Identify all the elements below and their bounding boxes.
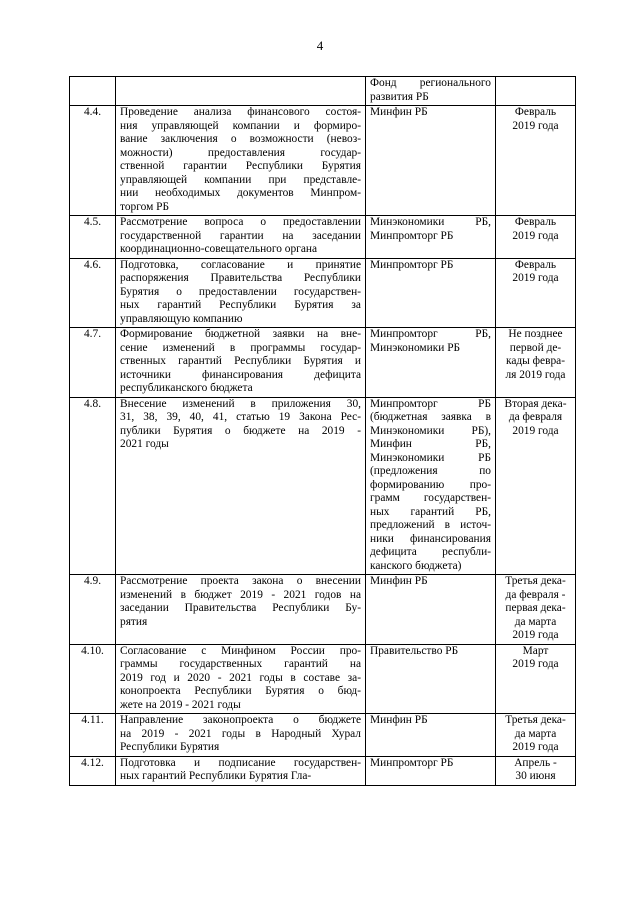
- task-description-cell: [116, 77, 366, 106]
- cell-line: Не позднее: [508, 328, 563, 340]
- cell-line: граммы государственных гарантий на: [120, 658, 361, 670]
- cell-line: государственной гарантии на заседании: [120, 229, 361, 242]
- deadline-cell: [496, 575, 576, 645]
- item-number-cell: 4.11.: [70, 714, 116, 757]
- responsible-cell: [366, 575, 496, 645]
- responsible-cell: [366, 644, 496, 714]
- deadline-cell: [496, 216, 576, 259]
- cell-line: ных гарантий РБ,: [370, 505, 491, 518]
- cell-line: Республики Бурятия: [120, 741, 220, 753]
- cell-line: Подготовка, согласование и принятие: [120, 258, 361, 271]
- task-description-cell: [116, 106, 366, 216]
- plan-table: [69, 76, 576, 786]
- task-description-cell: [116, 216, 366, 259]
- responsible-cell: [366, 397, 496, 575]
- cell-line: ния управляющей компании и формиро-: [120, 119, 361, 132]
- item-number-cell: 4.10.: [70, 644, 116, 714]
- cell-line: Рассмотрение вопроса о предоставлении: [120, 216, 361, 228]
- cell-line: 30 июня: [515, 770, 556, 782]
- responsible-cell: [366, 106, 496, 216]
- table-row: [70, 575, 576, 645]
- cell-line: Минэкономики РБ: [370, 451, 491, 464]
- cell-line: 2021 годы: [120, 438, 169, 450]
- cell-line: Рассмотрение проекта закона о внесении: [120, 575, 361, 587]
- task-description-cell: [116, 397, 366, 575]
- table-row: [70, 216, 576, 259]
- cell-line: Фонд регионального: [370, 77, 491, 89]
- cell-line: 2019 года: [512, 629, 559, 641]
- responsible-cell: [366, 756, 496, 785]
- item-number-cell: 4.9.: [70, 575, 116, 645]
- item-number-cell: [70, 77, 116, 106]
- cell-line: 2019 года: [512, 424, 559, 437]
- cell-line: координационно-совещательного органа: [120, 243, 318, 255]
- cell-line: ственных гарантий Республики Бурятия и: [120, 355, 361, 367]
- cell-line: Вторая дека-: [504, 397, 567, 410]
- cell-line: рятия: [120, 615, 148, 628]
- deadline-cell: [496, 756, 576, 785]
- cell-line: публики Бурятия о бюджете на 2019 -: [120, 424, 361, 437]
- table-row: [70, 77, 576, 106]
- cell-line: Март: [522, 644, 549, 657]
- table-row: [70, 258, 576, 328]
- cell-line: Февраль: [514, 216, 557, 228]
- cell-line: источники финансирования дефицита: [120, 368, 361, 381]
- cell-line: Третья дека-: [505, 575, 566, 587]
- cell-line: Минфин РБ: [370, 575, 428, 587]
- cell-line: 2019 года: [512, 119, 559, 132]
- cell-line: на 2019 - 2021 годы в Народный Хурал: [120, 727, 361, 740]
- item-number-cell: 4.6.: [70, 258, 116, 328]
- cell-line: Подготовка и подписание государствен-: [120, 756, 361, 769]
- item-number-cell: 4.12.: [70, 756, 116, 785]
- cell-line: распоряжения Правительства Республики: [120, 272, 361, 284]
- cell-line: Бурятия о предоставлении государствен-: [120, 285, 361, 298]
- cell-line: ных гарантий Республики Бурятия за: [120, 299, 361, 311]
- responsible-cell: [366, 258, 496, 328]
- cell-line: 2019 года: [512, 272, 559, 284]
- cell-line: (бюджетная заявка в: [370, 411, 491, 423]
- cell-line: сение изменений в программы государ-: [120, 341, 361, 354]
- cell-line: предложений в источ-: [370, 519, 491, 531]
- deadline-cell: [496, 106, 576, 216]
- cell-line: первая дека-: [505, 602, 566, 614]
- cell-line: дефицита республи-: [370, 546, 491, 558]
- task-description-cell: [116, 644, 366, 714]
- cell-line: ля 2019 года: [505, 368, 566, 381]
- deadline-cell: [496, 397, 576, 575]
- cell-line: Минпромторг РБ: [370, 397, 491, 410]
- cell-line: Минфин РБ: [370, 714, 428, 726]
- cell-line: (предложения по: [370, 465, 491, 477]
- cell-line: изменений в бюджет 2019 - 2021 годов на: [120, 588, 361, 601]
- cell-line: первой де-: [509, 341, 562, 354]
- cell-line: да марта: [514, 727, 557, 740]
- table-row: [70, 397, 576, 575]
- cell-line: да марта: [514, 615, 557, 628]
- table-row: [70, 644, 576, 714]
- item-number-cell: 4.5.: [70, 216, 116, 259]
- cell-line: Минпромторг РБ: [370, 756, 454, 769]
- table-row: [70, 328, 576, 398]
- cell-line: Минпромторг РБ: [370, 258, 454, 271]
- deadline-cell: [496, 258, 576, 328]
- cell-line: Февраль: [514, 106, 557, 118]
- cell-line: управляющей компании при представле-: [120, 173, 361, 186]
- cell-line: Минфин РБ: [370, 106, 428, 118]
- deadline-cell: [496, 714, 576, 757]
- cell-line: ственной гарантии Республики Бурятия: [120, 160, 361, 172]
- page-number: 4: [316, 38, 324, 53]
- plan-table-body: [70, 77, 576, 786]
- table-row: [70, 106, 576, 216]
- cell-line: Направление законопроекта о бюджете: [120, 714, 361, 726]
- task-description-cell: [116, 756, 366, 785]
- cell-line: канского бюджета): [370, 559, 462, 572]
- cell-line: жете на 2019 - 2021 годы: [120, 698, 241, 711]
- cell-line: формированию про-: [370, 478, 491, 491]
- responsible-cell: [366, 216, 496, 259]
- cell-line: конопроекта Республики Бурятия о бюд-: [120, 685, 361, 697]
- cell-line: да февраля -: [505, 588, 566, 601]
- cell-line: 2019 года: [512, 741, 559, 753]
- task-description-cell: [116, 714, 366, 757]
- task-description-cell: [116, 575, 366, 645]
- cell-line: 31, 38, 39, 40, 41, статью 19 Закона Рес-: [120, 411, 361, 423]
- table-row: [70, 756, 576, 785]
- cell-line: ных гарантий Республики Бурятия Гла-: [120, 770, 312, 782]
- cell-line: Третья дека-: [505, 714, 566, 726]
- cell-line: грамм государствен-: [370, 492, 491, 504]
- cell-line: развития РБ: [370, 90, 429, 103]
- cell-line: нии необходимых документов Минпром-: [120, 187, 361, 199]
- cell-line: Апрель -: [514, 756, 557, 769]
- cell-line: кады февра-: [505, 355, 566, 367]
- cell-line: республиканского бюджета: [120, 382, 253, 394]
- responsible-cell: [366, 77, 496, 106]
- task-description-cell: [116, 258, 366, 328]
- table-row: [70, 714, 576, 757]
- cell-line: Минэкономики РБ),: [370, 424, 491, 437]
- cell-line: заседании Правительства Республики Бу-: [120, 602, 361, 614]
- cell-line: Минпромторг РБ,: [370, 328, 491, 340]
- cell-line: 2019 год и 2020 - 2021 годы в составе за-: [120, 671, 361, 684]
- cell-line: Минэкономики РБ,: [370, 216, 491, 228]
- cell-line: Правительство РБ: [370, 644, 459, 657]
- cell-line: Согласование с Минфином России про-: [120, 644, 361, 657]
- cell-line: 2019 года: [512, 658, 559, 670]
- responsible-cell: [366, 714, 496, 757]
- item-number-cell: 4.7.: [70, 328, 116, 398]
- cell-line: Формирование бюджетной заявки на вне-: [120, 328, 361, 340]
- cell-line: Минпромторг РБ: [370, 229, 454, 242]
- cell-line: Февраль: [514, 258, 557, 271]
- cell-line: да февраля: [508, 411, 563, 423]
- deadline-cell: [496, 328, 576, 398]
- cell-line: управляющую компанию: [120, 312, 243, 325]
- cell-line: Минэкономики РБ: [370, 341, 461, 354]
- deadline-cell: [496, 77, 576, 106]
- deadline-cell: [496, 644, 576, 714]
- cell-line: Минфин РБ,: [370, 438, 491, 450]
- cell-line: ники финансирования: [370, 532, 491, 545]
- cell-line: 2019 года: [512, 229, 559, 242]
- item-number-cell: 4.4.: [70, 106, 116, 216]
- item-number-cell: 4.8.: [70, 397, 116, 575]
- cell-line: вание заключения о возможности (невоз-: [120, 133, 361, 145]
- responsible-cell: [366, 328, 496, 398]
- cell-line: Внесение изменений в приложения 30,: [120, 397, 361, 410]
- cell-line: торгом РБ: [120, 200, 170, 213]
- cell-line: Проведение анализа финансового состоя-: [120, 106, 361, 118]
- cell-line: можности) предоставления государ-: [120, 146, 361, 159]
- task-description-cell: [116, 328, 366, 398]
